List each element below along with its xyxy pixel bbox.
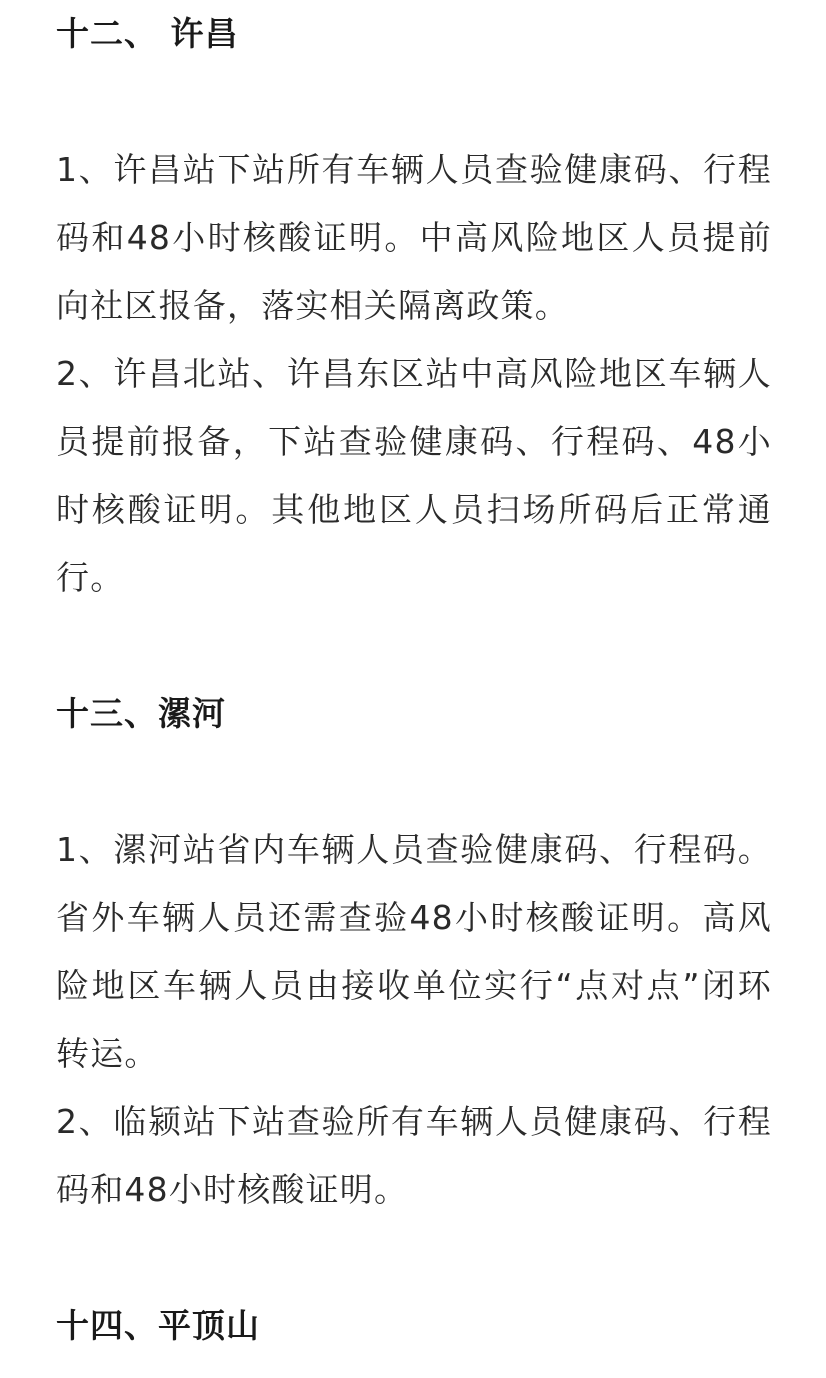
section-heading-pingdingshan: 十四、平顶山 <box>56 1306 260 1345</box>
paragraph-xuchang-2: 2、许昌北站、许昌东区站中高风险地区车辆人员提前报备，下站查验健康码、行程码、48小时核酸证明。其他地区人员扫场所码后正常通行。 <box>56 354 772 597</box>
paragraph-luohe-2: 2、临颍站下站查验所有车辆人员健康码、行程码和48小时核酸证明。 <box>56 1102 772 1209</box>
section-heading-xuchang: 十二、 许昌 <box>56 14 239 53</box>
section-heading-luohe: 十三、漯河 <box>56 694 226 733</box>
paragraph-luohe-1: 1、漯河站省内车辆人员查验健康码、行程码。省外车辆人员还需查验48小时核酸证明。高风险地区车辆人员由接收单位实行“点对点”闭环转运。 <box>56 830 772 1073</box>
paragraph-xuchang-1: 1、许昌站下站所有车辆人员查验健康码、行程码和48小时核酸证明。中高风险地区人员提前向社区报备，落实相关隔离政策。 <box>56 150 772 325</box>
